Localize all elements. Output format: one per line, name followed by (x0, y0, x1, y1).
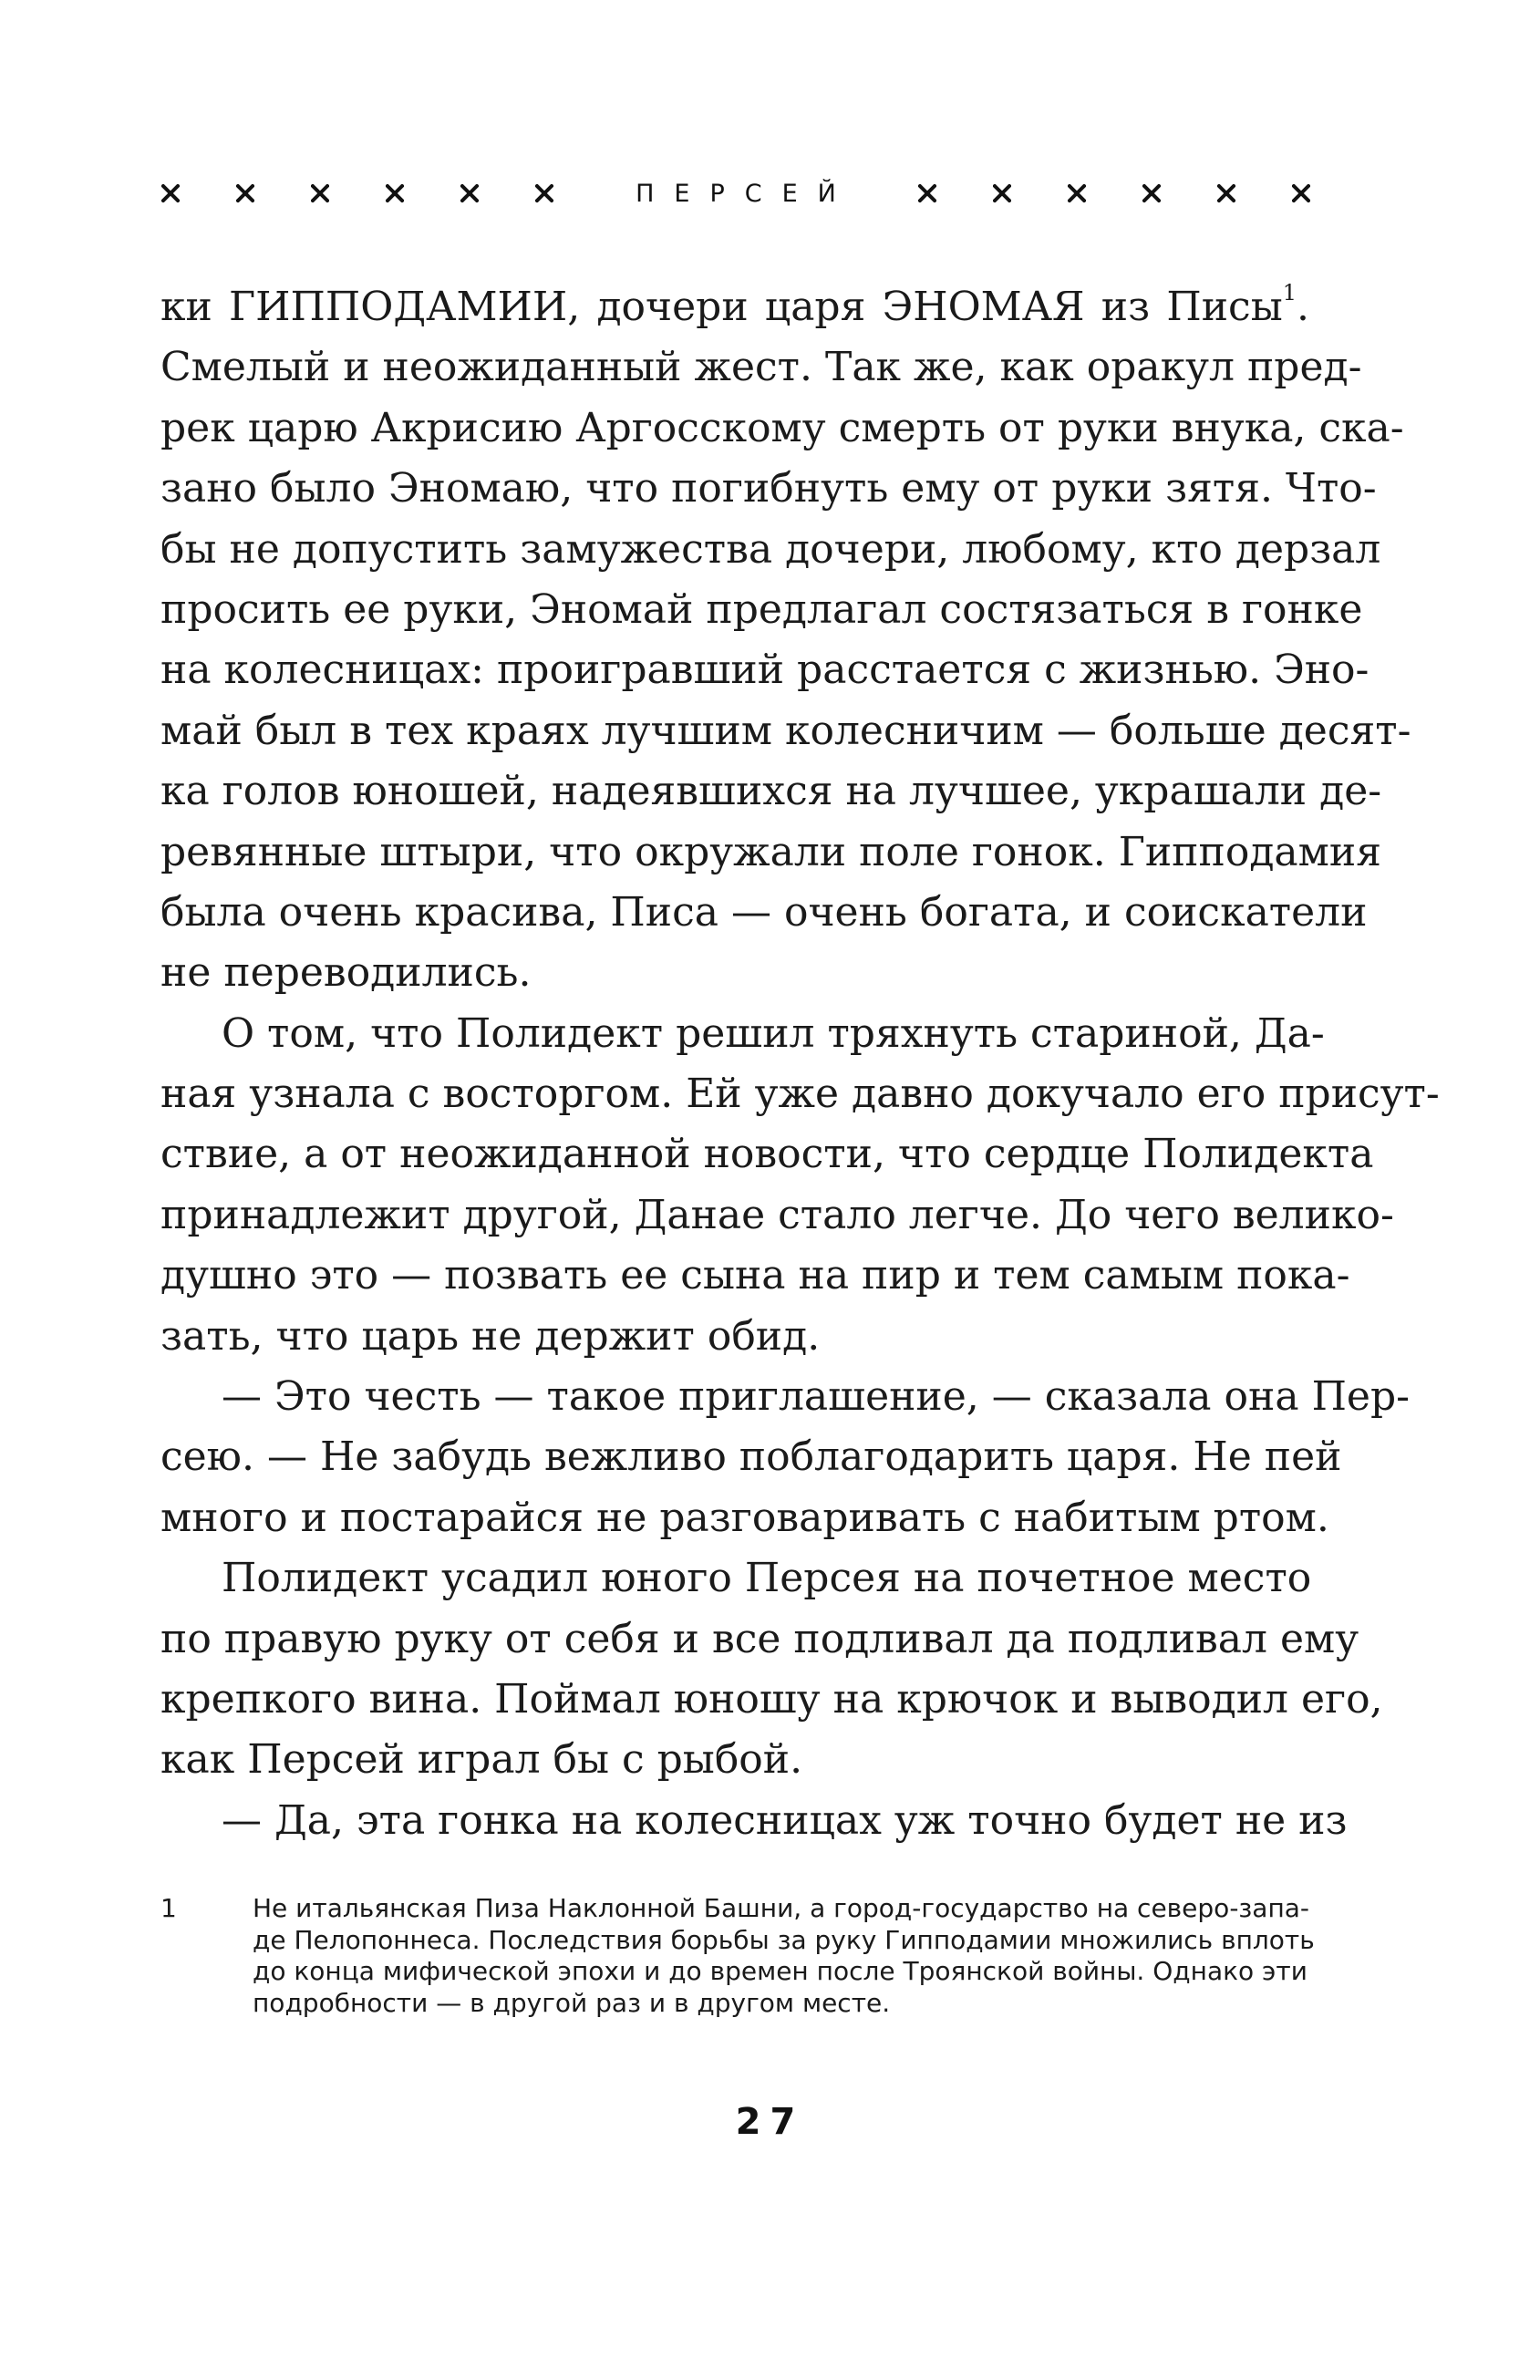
footnote-line: подробности — в другой раз и в другом месте. (253, 1987, 891, 2018)
cross-ornament-icon (460, 184, 479, 202)
running-header (161, 175, 1310, 212)
text-line: душно это — позвать ее сына на пир и тем самым пока- (160, 1252, 1350, 1299)
text-line: была очень красива, Писа — очень богата, и соискатели (160, 888, 1368, 936)
text-line: на колесницах: проигравший расстается с жизнью. Эно- (160, 647, 1369, 694)
text-line: — Да, эта гонка на колесницах уж точно будет не из (222, 1796, 1348, 1844)
text-line: бы не допустить замужества дочери, любому, кто дерзал (160, 525, 1381, 573)
running-header-title: ПЕРСЕЙ (636, 179, 856, 208)
text-line: ревянные штыри, что окружали поле гонок. Гипподамия (160, 828, 1381, 875)
text-line: зано было Эномаю, что погибнуть ему от руки зятя. Что- (160, 465, 1377, 512)
header-ornaments-left (161, 184, 610, 202)
text-line: О том, что Полидект решил тряхнуть стариной, Да- (222, 1009, 1325, 1057)
text-line: ствие, а от неожиданной новости, что сердце Полидекта (160, 1131, 1374, 1178)
text-line: — Это честь — такое приглашение, — сказала она Пер- (222, 1373, 1411, 1421)
text-line: Смелый и неожиданный жест. Так же, как оракул пред- (160, 344, 1362, 391)
text-line: просить ее руки, Эномай предлагал состязаться в гонке (160, 585, 1363, 633)
text-line: ка голов юношей, надеявшихся на лучшее, украшали де- (160, 768, 1382, 815)
body-text (160, 277, 1440, 1851)
text-line: рек царю Акрисию Аргосскому смерть от руки внука, ска- (160, 404, 1404, 451)
text-line: много и постарайся не разговаривать с набитым ртом. (160, 1494, 1329, 1541)
cross-ornament-icon (1068, 184, 1086, 202)
footnote-reference[interactable]: 1 (1282, 280, 1297, 305)
footnote-number: 1 (160, 1893, 177, 1923)
footnote-line: до конца мифической эпохи и до времен после Троянской войны. Однако эти (253, 1956, 1307, 1986)
cross-ornament-icon (161, 184, 180, 202)
text-line: крепкого вина. Поймал юношу на крючок и выводил его, (160, 1675, 1383, 1723)
cross-ornament-icon (1292, 184, 1310, 202)
cross-ornament-icon (918, 184, 936, 202)
cross-ornament-icon (535, 184, 553, 202)
text-line: Полидект усадил юного Персея на почетное место (222, 1555, 1312, 1602)
text-line: зать, что царь не держит обид. (160, 1312, 821, 1360)
footnote-line: де Пелопоннеса. Последствия борьбы за руку Гипподамии множились вплоть (253, 1924, 1315, 1955)
text-line-punct: . (1297, 284, 1309, 330)
header-ornaments-right (862, 184, 1310, 202)
cross-ornament-icon (386, 184, 404, 202)
cross-ornament-icon (993, 184, 1011, 202)
text-line (160, 277, 1309, 337)
text-line-content: ки ГИППОДАМИИ, дочери царя ЭНОМАЯ из Писы (160, 284, 1283, 330)
text-line: по правую руку от себя и все подливал да подливал ему (160, 1615, 1359, 1662)
page-number: 27 (735, 2101, 805, 2143)
cross-ornament-icon (236, 184, 254, 202)
cross-ornament-icon (1217, 184, 1235, 202)
text-line: не переводились. (160, 949, 532, 997)
text-line: сею. — Не забудь вежливо поблагодарить царя. Не пей (160, 1433, 1342, 1481)
text-line: принадлежит другой, Данае стало легче. До чего велико- (160, 1191, 1394, 1238)
text-line: как Персей играл бы с рыбой. (160, 1736, 803, 1784)
cross-ornament-icon (1142, 184, 1161, 202)
cross-ornament-icon (311, 184, 329, 202)
footnote-body (253, 1893, 1315, 2019)
footnote-line: Не итальянская Пиза Наклонной Башни, а город-государство на северо-запа- (253, 1893, 1310, 1923)
text-line: ная узнала с восторгом. Ей уже давно докучало его присут- (160, 1071, 1440, 1118)
text-line: май был в тех краях лучшим колесничим — больше десят- (160, 707, 1411, 754)
